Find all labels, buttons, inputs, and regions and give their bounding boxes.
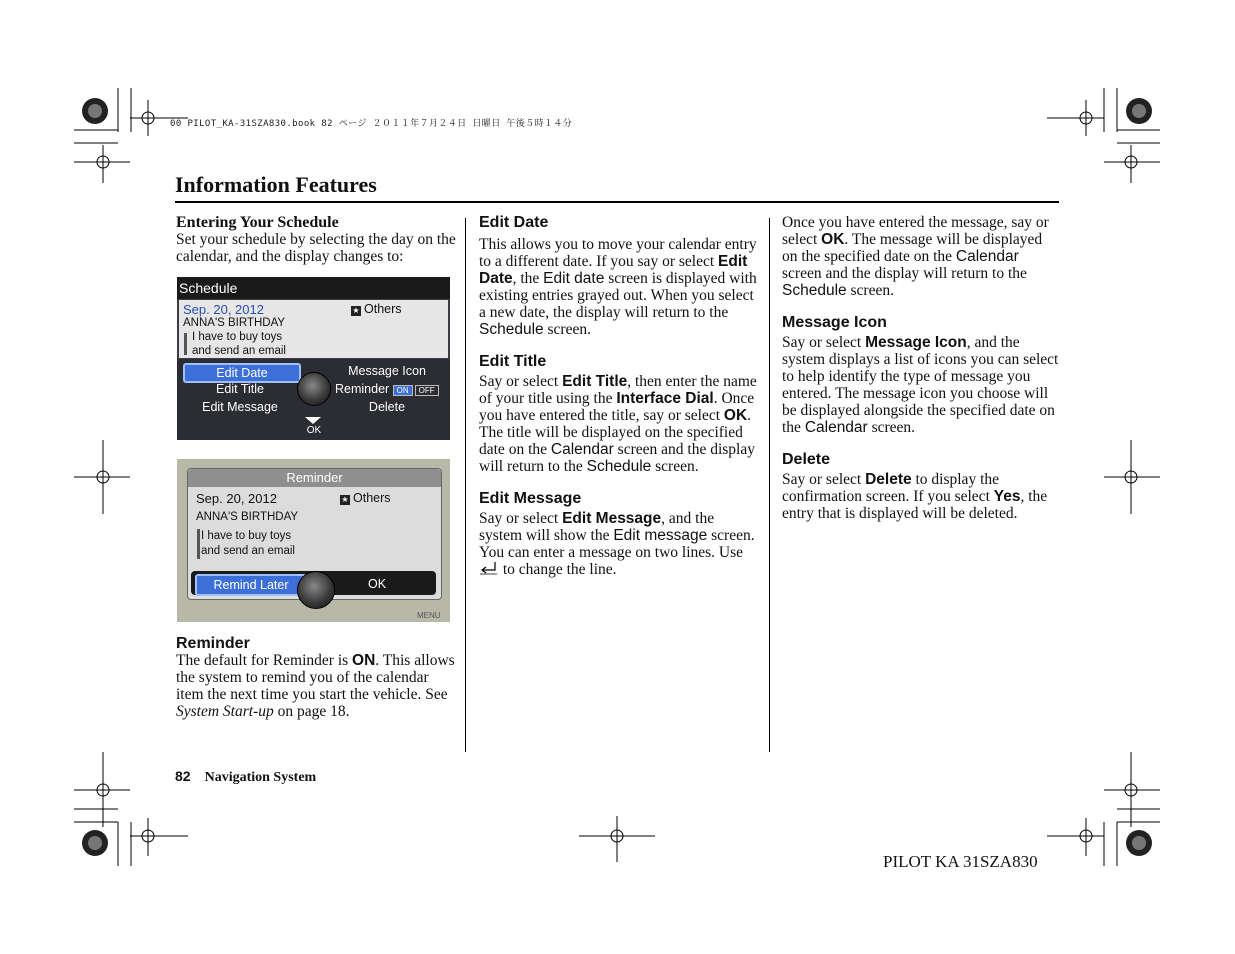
enter-key-icon bbox=[479, 561, 499, 579]
reminder-section bbox=[176, 635, 458, 720]
edit-date-text: This allows you to move your calendar entry to a different date. If you say or select Edit Date, the Edit date screen is displayed with existing entries grayed out. When you select a new date, the display will return to the Schedule screen. bbox=[479, 236, 757, 338]
schedule-entry bbox=[179, 300, 448, 358]
message-icon-button[interactable]: Message Icon bbox=[348, 364, 426, 378]
delete-heading: Delete bbox=[782, 451, 831, 468]
delete-button[interactable]: Delete bbox=[368, 400, 406, 414]
page-number: 82 bbox=[175, 768, 191, 784]
remind-later-button[interactable]: Remind Later bbox=[195, 574, 307, 596]
page-title: Information Features bbox=[175, 172, 377, 197]
message-icon-heading: Message Icon bbox=[782, 314, 887, 331]
message-continued-text: Once you have entered the message, say or select OK. The message will be displayed on the specified date on the Calendar screen and the display will return to the Schedule screen. bbox=[782, 214, 1049, 299]
others-icon: ★ bbox=[341, 495, 349, 504]
reminder-screen bbox=[177, 459, 450, 622]
ok-label[interactable]: OK bbox=[306, 425, 322, 436]
schedule-screen-header: Schedule bbox=[177, 277, 450, 299]
edit-title-text: Say or select Edit Title, then enter the name of your title using the Interface Dial. Once you have entered the title, say or select OK. The title will be displayed on the specified date on the Calendar screen and the display will return to the Schedule screen. bbox=[479, 373, 757, 475]
message-icon-text: Say or select Message Icon, and the system displays a list of icons you can select to help identify the type of message you entered. The message icon you choose will be displayed alongside the specified date on the Calendar screen. bbox=[782, 334, 1059, 436]
page-footer bbox=[175, 768, 316, 786]
reminder-date: Sep. 20, 2012 bbox=[196, 491, 277, 506]
delete-text: Say or select Delete to display the confirmation screen. If you select Yes, the entry that is displayed will be deleted. bbox=[782, 471, 1048, 522]
interface-dial[interactable] bbox=[297, 372, 331, 406]
reminder-off: OFF bbox=[415, 385, 439, 396]
menu-corner-label: MENU bbox=[417, 611, 441, 620]
entry-date: Sep. 20, 2012 bbox=[183, 302, 264, 317]
reminder-on: ON bbox=[393, 385, 413, 396]
reminder-others: ★ Others bbox=[341, 491, 391, 505]
schedule-menu bbox=[177, 359, 450, 440]
print-header: 00 PILOT_KA-31SZA830.book 82 ページ ２０１１年７月２４日 日曜日 午後５時１４分 bbox=[170, 119, 573, 129]
edit-message-heading: Edit Message bbox=[479, 490, 582, 507]
column-2 bbox=[479, 214, 757, 579]
entering-schedule-heading: Entering Your Schedule bbox=[176, 214, 339, 231]
edit-title-heading: Edit Title bbox=[479, 353, 547, 370]
title-rule bbox=[175, 201, 1059, 203]
reminder-text: The default for Reminder is ON. This allows the system to remind you of the calendar item the next time you start the vehicle. See System Start-up on page 18. bbox=[176, 652, 455, 720]
column-1 bbox=[176, 214, 458, 265]
reminder-title: ANNA'S BIRTHDAY bbox=[196, 511, 299, 523]
edit-message-text: Say or select Edit Message, and the system will show the Edit message screen. You can enter a message on two lines. Use to change the line. bbox=[479, 510, 755, 578]
column-divider-2 bbox=[769, 218, 770, 752]
edit-date-heading: Edit Date bbox=[479, 214, 549, 231]
edit-message-button[interactable]: Edit Message bbox=[202, 400, 278, 414]
footer-section: Navigation System bbox=[204, 770, 317, 785]
column-divider-1 bbox=[465, 218, 466, 752]
message-bar bbox=[197, 529, 200, 559]
reminder-button[interactable]: Reminder ON OFF bbox=[327, 381, 447, 397]
entering-schedule-intro: Set your schedule by selecting the day on the calendar, and the display changes to: bbox=[176, 231, 456, 265]
others-icon-label: ★ Others bbox=[352, 302, 402, 316]
edit-title-button[interactable]: Edit Title bbox=[216, 382, 264, 396]
others-icon: ★ bbox=[352, 306, 360, 315]
ok-arrow-icon bbox=[305, 417, 321, 424]
column-3 bbox=[782, 214, 1060, 522]
entry-message-line1: I have to buy toys bbox=[192, 331, 283, 343]
edit-date-button[interactable]: Edit Date bbox=[183, 363, 301, 383]
reminder-heading: Reminder bbox=[176, 635, 250, 652]
entry-title: ANNA'S BIRTHDAY bbox=[183, 317, 286, 329]
reminder-ok-button[interactable]: OK bbox=[367, 577, 387, 591]
model-code: PILOT KA 31SZA830 bbox=[883, 852, 1038, 871]
entry-message-line2: and send an email bbox=[192, 345, 286, 357]
schedule-screen bbox=[177, 277, 450, 440]
message-bar bbox=[184, 333, 187, 355]
reminder-message-line2: and send an email bbox=[201, 545, 295, 557]
reminder-dialog-header: Reminder bbox=[188, 469, 441, 487]
interface-dial[interactable] bbox=[297, 571, 335, 609]
reminder-message-line1: I have to buy toys bbox=[201, 530, 292, 542]
